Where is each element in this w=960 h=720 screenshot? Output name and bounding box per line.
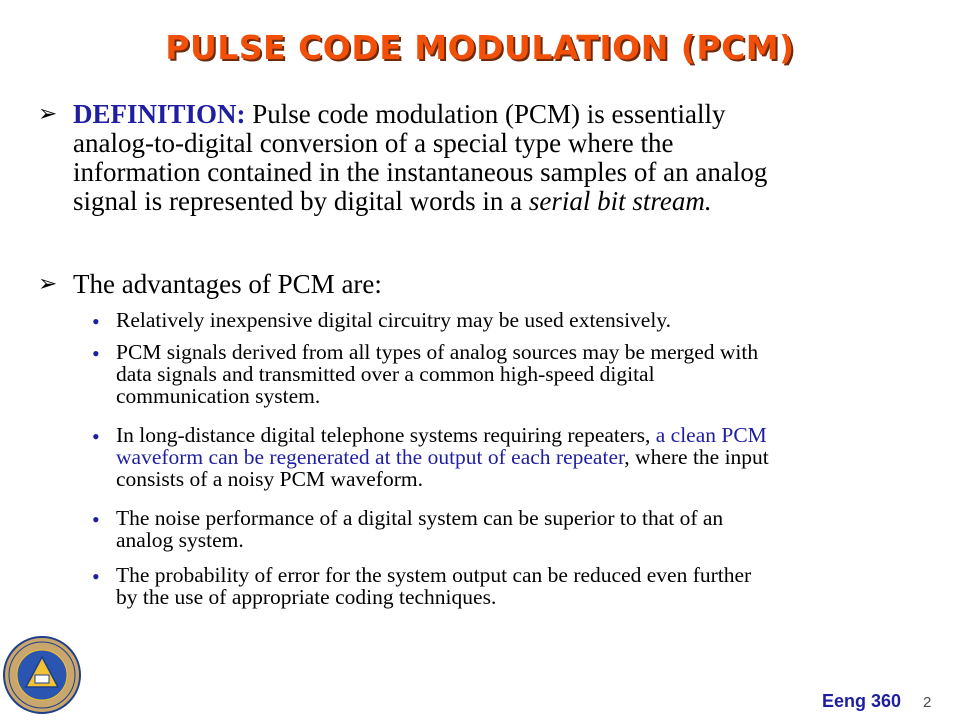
- advantage-item: Relatively inexpensive digital circuitry may be used extensively.: [116, 308, 672, 332]
- bullet-dot-icon: •: [92, 424, 100, 449]
- advantage-item: The probability of error for the system output can be reduced even further by the use of appropriate coding techniques.: [116, 563, 752, 609]
- definition-line-4: signal is represented by digital words in a serial bit stream.: [73, 186, 712, 216]
- definition-line-1: DEFINITION: Pulse code modulation (PCM) is essentially: [73, 99, 726, 129]
- bullet-dot-icon: •: [92, 507, 100, 532]
- advantages-heading: The advantages of PCM are:: [73, 269, 382, 299]
- university-seal-logo: [2, 635, 82, 715]
- bullet-dot-icon: •: [92, 341, 100, 366]
- bullet-dot-icon: •: [92, 309, 100, 334]
- definition-line-3: information contained in the instantaneous samples of an analog: [73, 157, 768, 187]
- arrowhead-bullet-icon: ➢: [38, 101, 58, 127]
- slide-title: PULSE CODE MODULATION (PCM): [165, 28, 795, 67]
- bullet-dot-icon: •: [92, 564, 100, 589]
- highlighted-text: waveform can be regenerated at the output of each repeater: [116, 445, 625, 469]
- advantage-item: The noise performance of a digital system can be superior to that of an analog system.: [116, 506, 724, 552]
- course-label: Eeng 360: [822, 691, 902, 711]
- arrowhead-bullet-icon: ➢: [38, 271, 58, 297]
- page-number: 2: [923, 694, 932, 711]
- definition-paragraph: [73, 100, 933, 216]
- definition-label: DEFINITION:: [73, 99, 246, 129]
- advantage-item: In long-distance digital telephone systems requiring repeaters, a clean PCM waveform can be regenerated at the output of each repeater, where the input consists of a noisy PCM waveform.: [116, 423, 769, 491]
- advantage-item: PCM signals derived from all types of analog sources may be merged with data signals and transmitted over a common high-speed digital communication system.: [116, 340, 759, 408]
- highlighted-text: a clean PCM: [655, 423, 767, 447]
- definition-line-2: analog-to-digital conversion of a special type where the: [73, 128, 674, 158]
